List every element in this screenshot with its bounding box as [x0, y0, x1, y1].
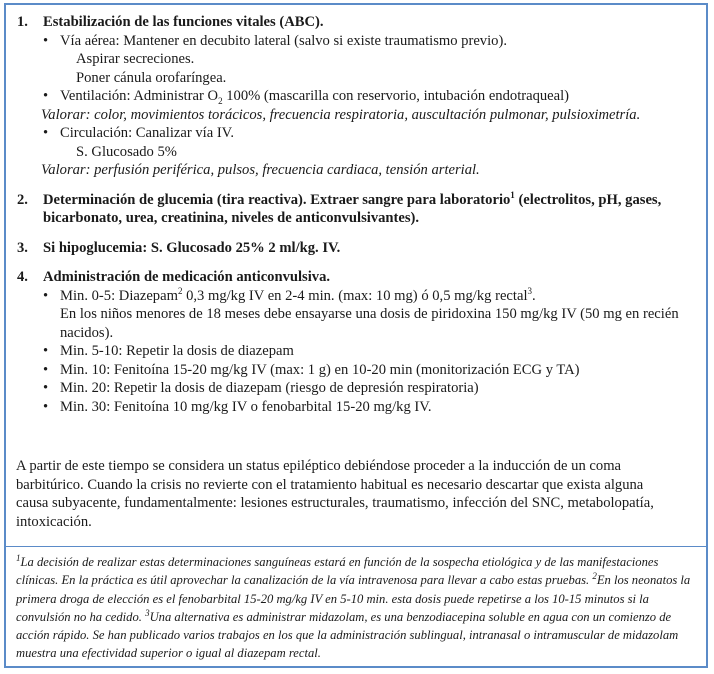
ventilation-text-b: 100% (mascarilla con reservorio, intubación endotraqueal): [222, 88, 570, 104]
steps-list: [6, 13, 706, 427]
ventilation-assessment: Valorar: color, movimientos torácicos, frecuencia respiratoria, auscultación pulmonar, pulsioximetría.: [41, 106, 641, 123]
step-title: Administración de medicación anticonvulsiva.: [43, 269, 331, 285]
minute-10-text: Min. 10: Fenitoína 15-20 mg/kg IV (max: 1 g) en 10-20 min (monitorización ECG y TA): [60, 361, 580, 378]
step-number: 3.: [17, 239, 28, 256]
airway-sub-1: Aspirar secreciones.: [76, 51, 195, 67]
bullet-icon: •: [43, 32, 49, 49]
bullet-icon: •: [43, 343, 49, 359]
footnote-2: En los neonatos la primera droga de elección es el fenobarbital 15-20 mg/kg IV en 5-10 min. esta dosis puede repetirse a los 10-15 minutos si la convulsión no ha cedido.: [16, 573, 691, 624]
minute-5-10-item: [43, 342, 706, 361]
footnote-ref: 1: [510, 189, 515, 200]
minute-0-5-text-c: .: [532, 287, 536, 304]
step-4: [6, 268, 706, 416]
bullet-icon: •: [43, 287, 49, 304]
footnote-ref: 2: [177, 285, 183, 296]
bullet-icon: •: [43, 398, 49, 415]
footnote-mark-3: 3: [145, 607, 150, 618]
oxygen-subscript: 2: [218, 95, 223, 106]
footnotes: [16, 553, 701, 663]
pyridoxine-note: En los niños menores de 18 meses debe ensayarse una dosis de piridoxina 150 mg/kg IV (50 mg en recién nacidos).: [60, 306, 679, 341]
step-number: 1.: [17, 14, 28, 30]
bullet-icon: •: [43, 380, 49, 396]
step-title: Si hipoglucemia: S. Glucosado 25% 2 ml/kg. IV.: [43, 239, 341, 256]
footnote-3: Una alternativa es administrar midazolam, es una benzodiacepina soluble en agua con un comienzo de acción rápido. Se han publicado varios trabajos en los que la administración sublingual, intranasal o intramuscular de midazolam muestra una efectividad superior o igual al diazepam rectal.: [16, 609, 679, 661]
airway-text: Vía aérea: Mantener en decubito lateral (salvo si existe traumatismo previo).: [60, 32, 507, 49]
step-number: 4.: [17, 269, 28, 285]
minute-0-5-item: [43, 287, 706, 343]
step-title-a: Determinación de glucemia (tira reactiva). Extraer sangre para laboratorio: [43, 191, 511, 208]
minute-20-item: [43, 379, 706, 398]
protocol-box: [4, 3, 708, 668]
step-2: [6, 191, 706, 228]
ventilation-text-a: Ventilación: Administrar O: [60, 88, 219, 104]
circulation-sub: S. Glucosado 5%: [76, 143, 177, 160]
step-1: [6, 13, 706, 180]
ventilation-item: [43, 87, 706, 106]
step-title: Estabilización de las funciones vitales (ABC).: [43, 14, 324, 30]
footnote-divider: [6, 546, 706, 547]
circulation-assessment: Valorar: perfusión periférica, pulsos, frecuencia cardiaca, tensión arterial.: [41, 162, 480, 178]
bullet-icon: •: [43, 125, 49, 141]
footnote-mark-2: 2: [592, 571, 597, 582]
minute-5-10-text: Min. 5-10: Repetir la dosis de diazepam: [60, 343, 294, 359]
step-title-b: (electrolitos, pH, gases, bicarbonato, urea, creatinina, niveles de anticonvulsivantes).: [43, 191, 662, 226]
airway-item: [43, 32, 706, 51]
footnote-ref: 3: [527, 285, 532, 296]
step-number: 2.: [17, 191, 28, 208]
bullet-icon: •: [43, 88, 49, 104]
minute-0-5-text-b: 0,3 mg/kg IV en 2-4 min. (max: 10 mg) ó 0,5 mg/kg rectal: [182, 287, 528, 304]
minute-30-text: Min. 30: Fenitoína 10 mg/kg IV o fenobarbital 15-20 mg/kg IV.: [60, 398, 432, 415]
footnote-mark-1: 1: [16, 552, 21, 563]
airway-sub-2: Poner cánula orofaríngea.: [76, 69, 227, 86]
step-title: [43, 191, 706, 228]
minute-10-item: [43, 361, 706, 380]
minute-0-5-text-a: Min. 0-5: Diazepam: [60, 287, 178, 304]
step-3: [6, 239, 706, 258]
footnote-1: La decisión de realizar estas determinaciones sanguíneas estará en función de la sospecha etiológica y de las manifestaciones clínicas. En la práctica es útil aprovechar la canalización de la vía intravenosa para llevar a cabo estas pruebas.: [16, 555, 659, 588]
circulation-text: Circulación: Canalizar vía IV.: [60, 125, 234, 141]
closing-paragraph: A partir de este tiempo se considera un status epiléptico debiéndose proceder a la inducción de un coma barbitúrico. Cuando la crisis no revierte con el tratamiento habitual es necesario descartar que exista alguna causa subyacente, fundamentalmente: lesiones estructurales, traumatismo, infección del SNC, metabolopatía, intoxicación.: [16, 458, 654, 530]
circulation-item: [43, 124, 706, 143]
minute-20-text: Min. 20: Repetir la dosis de diazepam (riesgo de depresión respiratoria): [60, 380, 479, 396]
bullet-icon: •: [43, 361, 49, 378]
minute-30-item: [43, 398, 706, 417]
